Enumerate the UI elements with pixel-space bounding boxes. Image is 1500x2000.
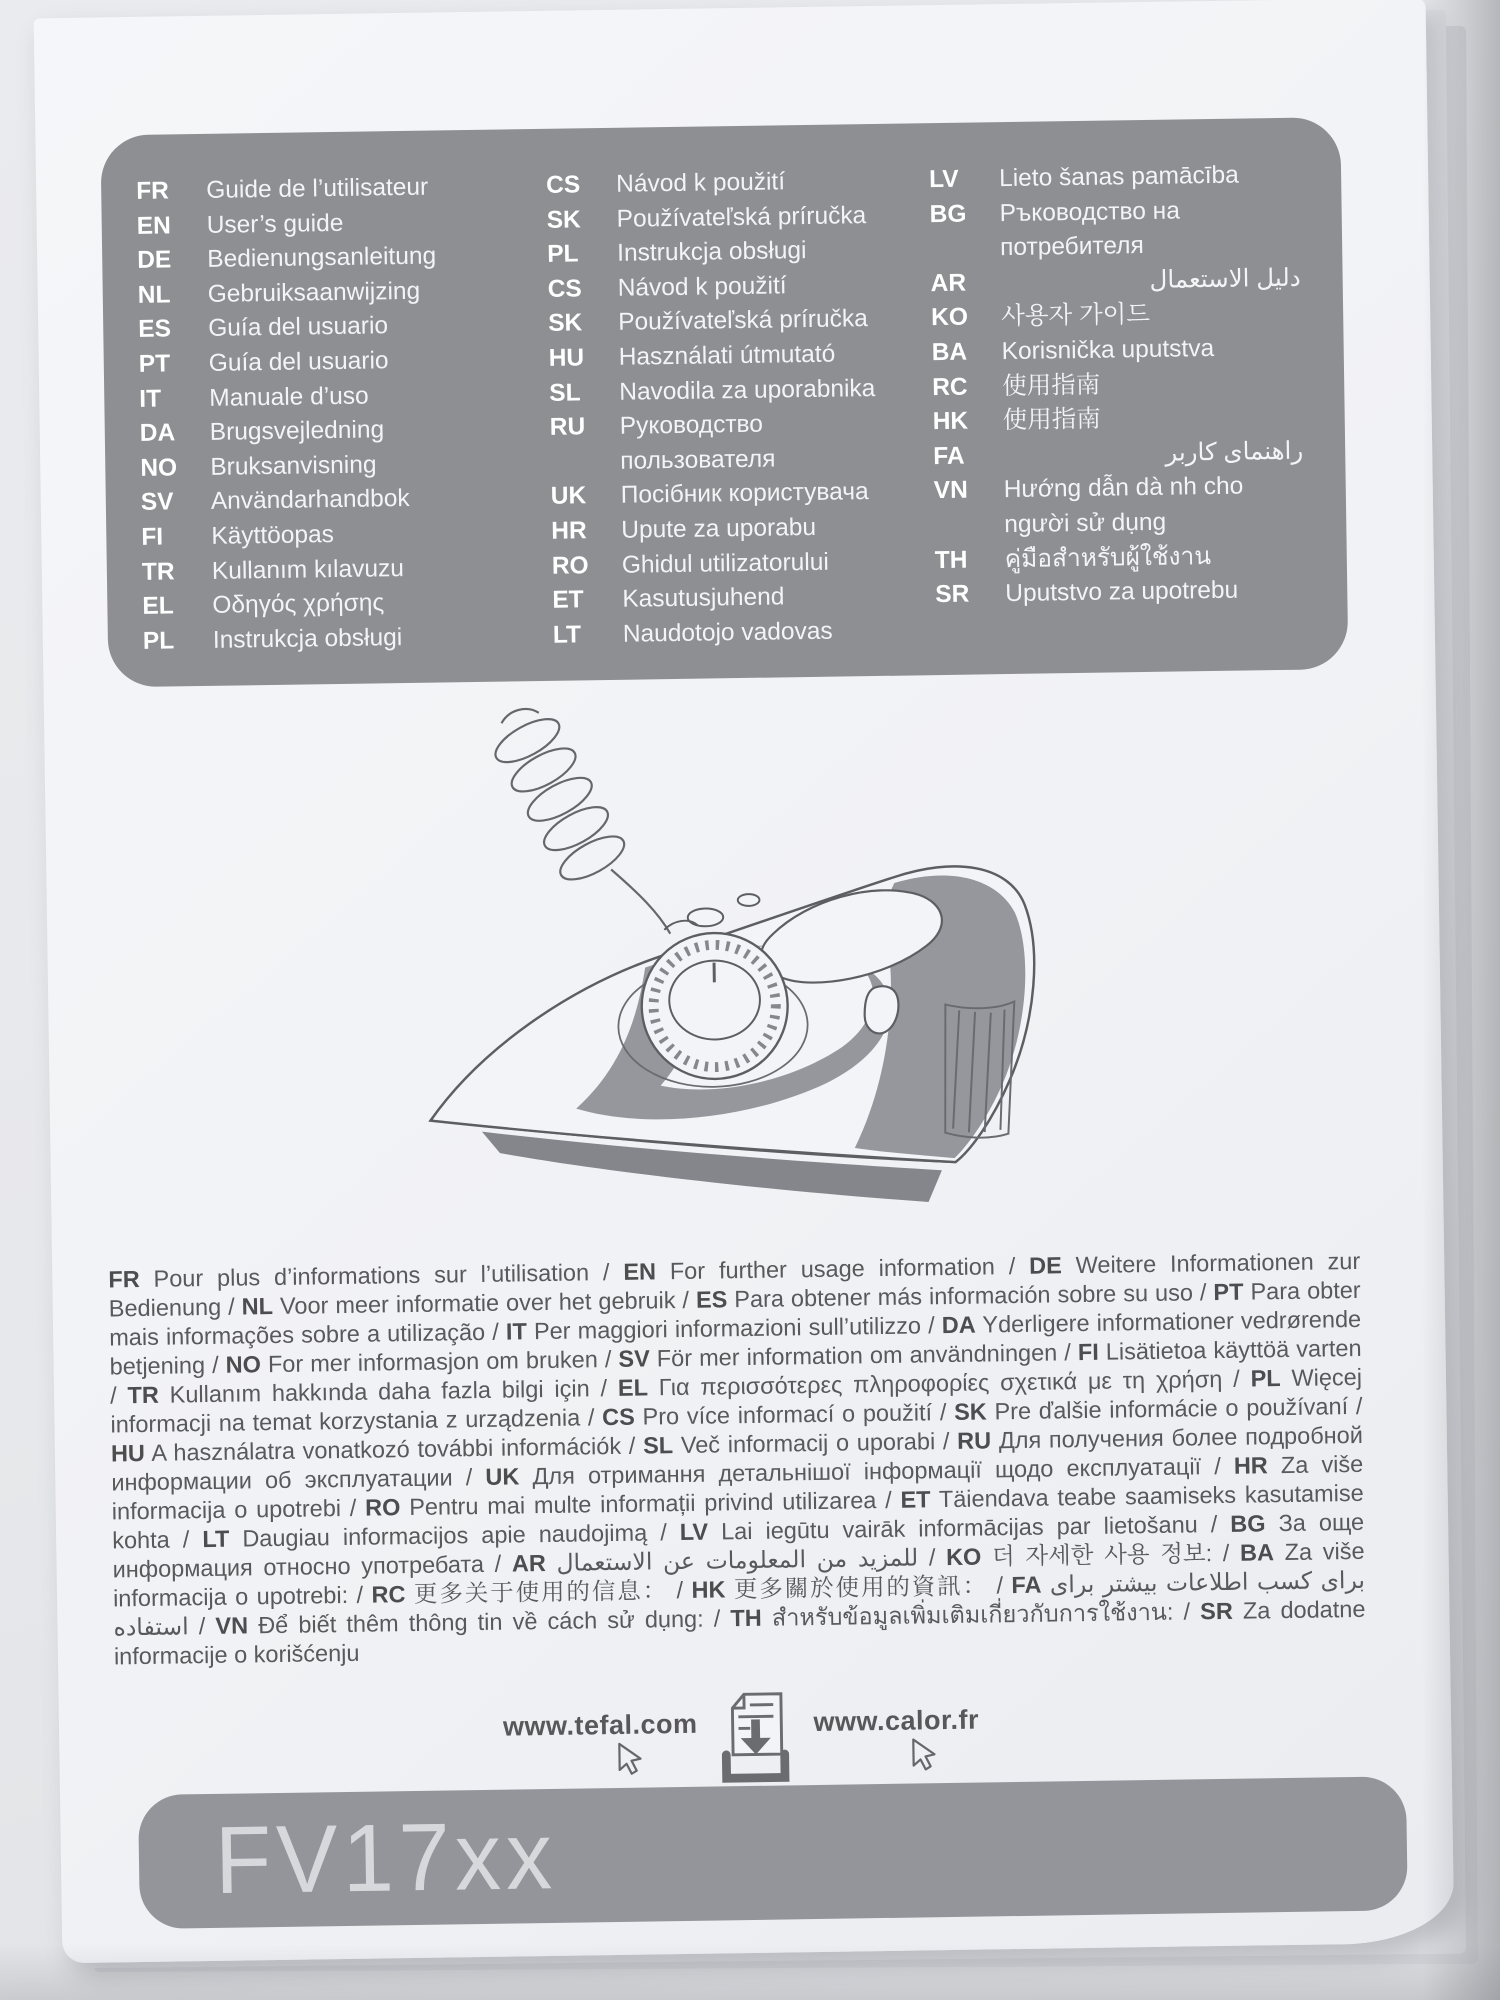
- language-code: HR: [551, 517, 587, 545]
- guide-title-label: Naudotojo vadovas: [622, 617, 833, 648]
- guide-title-label: คู่มือสำหรับผู้ใช้งาน: [1004, 542, 1212, 573]
- guide-title-label: Ghidul utilizatorului: [621, 548, 829, 579]
- guide-title-label: 使用指南: [1002, 371, 1101, 400]
- language-row: [136, 204, 508, 244]
- language-row: [141, 481, 513, 521]
- language-code: CS: [545, 171, 581, 199]
- language-code: PL: [547, 240, 579, 269]
- guide-title-label: Kullanım kılavuzu: [211, 554, 405, 585]
- language-index-panel: [100, 117, 1348, 687]
- language-row: [546, 198, 904, 238]
- language-code: CS: [547, 275, 582, 303]
- language-code: BG: [929, 200, 967, 228]
- guide-title-label: Guide de l’utilisateur: [206, 173, 429, 204]
- language-row: [546, 164, 904, 204]
- language-code: DA: [139, 419, 176, 448]
- guide-title-label: Manuale d’uso: [209, 382, 369, 412]
- language-code: BA: [931, 338, 968, 367]
- language-code: VN: [933, 476, 969, 505]
- language-code: RU: [549, 413, 586, 441]
- language-row: [550, 406, 909, 480]
- language-code: NO: [140, 454, 178, 482]
- language-row: [137, 239, 509, 279]
- photo-shadow-bottom: [0, 1944, 1500, 2000]
- language-row: [931, 330, 1311, 370]
- guide-title-label: Používateľská príručka: [618, 305, 868, 337]
- guide-title-label: Instrukcja obsługi: [617, 237, 807, 267]
- language-row: [929, 158, 1309, 198]
- language-code: FI: [141, 523, 164, 551]
- guide-title-label: Bruksanvisning: [210, 451, 377, 481]
- language-row: [138, 308, 510, 348]
- guide-title-label: Használati útmutató: [618, 340, 836, 371]
- guide-title-label: Navodila za uporabnika: [619, 374, 876, 406]
- calor-website: [813, 1693, 979, 1738]
- language-row: [547, 267, 905, 307]
- guide-title-label: Guía del usuario: [208, 347, 389, 377]
- mouse-cursor-icon: [616, 1742, 643, 1776]
- language-row: [932, 365, 1312, 405]
- language-row: [935, 573, 1315, 613]
- guide-title-label: Användarhandbok: [210, 485, 410, 516]
- language-code: DE: [137, 246, 172, 275]
- download-manual-icon: [719, 1689, 792, 1788]
- photo-shadow-right: [1422, 0, 1500, 2000]
- guide-title-label: Korisnička uputstva: [1001, 334, 1215, 366]
- guide-title-label: Návod k použití: [617, 272, 787, 302]
- language-code: HK: [932, 407, 969, 436]
- language-row: [930, 261, 1310, 301]
- guide-title-label: Upute za uporabu: [621, 513, 817, 544]
- language-code: TH: [934, 546, 968, 574]
- guide-title-label: Lieto šanas pamācība: [998, 161, 1240, 193]
- language-row: [140, 446, 512, 486]
- language-row: [547, 233, 905, 273]
- language-code: PL: [142, 627, 175, 655]
- language-row: [548, 302, 906, 342]
- guide-title-label: Kasutusjuhend: [622, 583, 785, 613]
- language-row: [553, 613, 911, 653]
- language-row: [934, 469, 1315, 544]
- power-cord-coil-icon: [489, 707, 671, 936]
- language-code: IT: [139, 385, 162, 413]
- language-code: EN: [136, 212, 171, 240]
- guide-title-label: Brugsvejledning: [209, 416, 385, 447]
- language-code: SL: [549, 378, 581, 407]
- language-row: [140, 412, 512, 452]
- guide-title-label: Ръководство на потребителя: [999, 197, 1181, 262]
- language-row: [931, 296, 1311, 336]
- manual-cover-page: [34, 0, 1455, 1963]
- language-code: NL: [137, 281, 171, 309]
- language-code: RO: [551, 551, 589, 580]
- guide-title-label: Uputstvo za upotrebu: [1005, 576, 1239, 608]
- language-code: LT: [552, 621, 582, 649]
- language-code: ET: [552, 586, 584, 614]
- language-row: [551, 475, 909, 515]
- language-column-3: [929, 158, 1316, 613]
- guide-title-label: Посібник користувача: [620, 478, 869, 510]
- language-code: SK: [548, 309, 583, 338]
- guide-title-label: دليل الاستعمال: [1149, 264, 1301, 294]
- tefal-website: [503, 1697, 698, 1743]
- mouse-cursor-icon: [910, 1737, 937, 1771]
- language-code: FR: [136, 177, 170, 205]
- language-row: [139, 342, 511, 382]
- language-code: LV: [928, 165, 959, 194]
- guide-title-label: User’s guide: [206, 209, 344, 239]
- info-paragraph: FR Pour plus d’informations sur l’utilisation / EN For further usage information / DE Weitere Informationen zur Bedienung / NL Voor meer informatie over het gebruik / ES Para obtener más información sobre su uso / PT Para obter mais informações sobre a utilização / IT Per maggiori informazioni sull’utilizzo / DA Yderligere informationer vedrørende betjening / NO For mer informasjon om bruken / SV För mer information om användningen / FI Lisätietoa käyttöä varten / TR Kullanım hakkında daha fazla bilgi için / EL Για περισσότερες πληροφορίες σχετικά με τη χρήση / PL Więcej informacji na temat korzystania z urządzenia / CS Pro více informací o použití / SK Pre ďalšie informácie o používaní / HU A használatra vonatkozó további információk / SL Več informacij o uporabi / RU Для получения более подробной информации об эксплуатации / UK Для отримання детальнішої інформації щодо експлуатації / HR Za više informacija o upotrebi / RO Pentru mai multe informații privind utilizarea / ET Täiendava teabe saamiseks kasutamise kohta / LT Daugiau informacijos apie naudojimą / LV Lai iegūtu vairāk informācijas par lietošanu / BG За още информация относно употребата / AR للمزيد من المعلومات عن الاستعمال / KO 더 자세한 사용 정보: / BA Za više informacija o upotrebi: / RC 更多关于使用的信息： / HK 更多關於使用的資訊： / FA برای کسب اطلاعات بیشتر برای استفاده / VN Để biết thêm thông tin về cách sử dụng: / TH สำหรับข้อมูลเพิ่มเติมเกี่ยวกับการใช้งาน: / SR Za dodatne informacije o korišćenju: [108, 1247, 1366, 1670]
- language-code: AR: [930, 269, 967, 297]
- language-row: [932, 400, 1312, 440]
- language-row: [138, 273, 510, 313]
- guide-title-label: Návod k použití: [615, 168, 786, 198]
- language-code: FA: [933, 442, 965, 470]
- language-row: [139, 377, 511, 417]
- language-code: RC: [932, 373, 968, 401]
- language-code: SK: [546, 205, 581, 234]
- guide-title-label: Gebruiksaanwijzing: [207, 277, 421, 308]
- language-row: [143, 619, 515, 659]
- language-column-2: [546, 164, 911, 654]
- language-row: [142, 584, 514, 624]
- language-row: [552, 579, 910, 619]
- language-code: SV: [140, 488, 174, 517]
- language-row: [142, 550, 514, 590]
- guide-title-label: Guía del usuario: [208, 312, 389, 343]
- language-code: EL: [142, 592, 174, 621]
- calor-url-text: www.calor.fr: [813, 1704, 980, 1738]
- language-row: [551, 509, 909, 549]
- language-code: PT: [138, 350, 171, 378]
- guide-title-label: 使用指南: [1002, 405, 1101, 435]
- guide-title-label: Instrukcja obsługi: [212, 623, 403, 654]
- guide-title-label: 사용자 가이드: [1000, 301, 1151, 331]
- guide-title-label: Руководство пользователя: [619, 410, 776, 475]
- language-row: [929, 192, 1310, 267]
- guide-title-label: Používateľská príručka: [616, 201, 867, 233]
- language-row: [935, 538, 1315, 578]
- language-code: UK: [550, 482, 587, 511]
- language-column-1: [136, 169, 515, 659]
- guide-title-label: Οδηγός χρήσης: [212, 589, 385, 619]
- language-row: [549, 371, 907, 411]
- model-number-bar: [138, 1776, 1408, 1929]
- language-code: ES: [138, 315, 172, 344]
- guide-title-label: Käyttöopas: [211, 520, 335, 550]
- language-code: KO: [930, 303, 969, 332]
- language-row: [136, 169, 508, 209]
- language-row: [549, 336, 907, 376]
- language-code: TR: [141, 557, 175, 586]
- language-row: [141, 515, 513, 555]
- language-code: SR: [935, 580, 970, 609]
- language-row: [552, 544, 910, 584]
- steam-iron-illustration: [402, 693, 1070, 1255]
- guide-title-label: راهنمای کاربر: [1165, 437, 1304, 467]
- tefal-url-text: www.tefal.com: [502, 1708, 698, 1742]
- language-code: HU: [548, 344, 585, 372]
- model-number: FV17xx: [214, 1802, 558, 1914]
- guide-title-label: Bedienungsanleitung: [207, 242, 437, 274]
- guide-title-label: Hướng dẫn dà nh cho người sử dụng: [1003, 472, 1244, 539]
- language-row: [933, 434, 1313, 474]
